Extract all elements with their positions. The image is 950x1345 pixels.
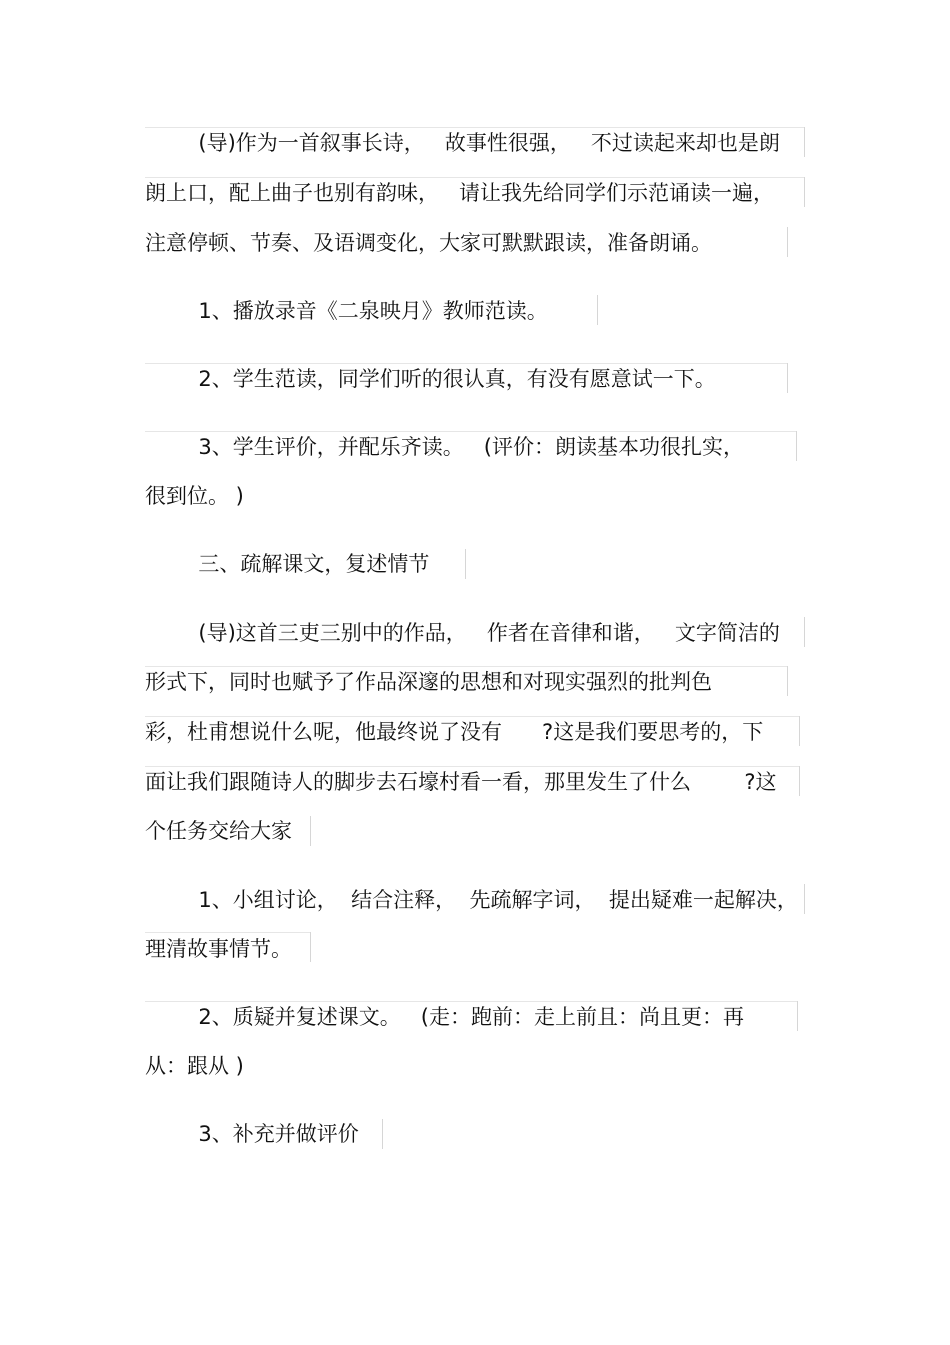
paragraph-line: 形式下，同时也赋予了作品深邃的思想和对现实强烈的批判色 — [145, 670, 712, 694]
line-rule — [804, 884, 805, 914]
paragraph-line: 朗上口，配上曲子也别有韵味， 请让我先给同学们示范诵读一遍， — [145, 181, 775, 205]
line-rule — [145, 932, 311, 933]
paragraph-line: 个任务交给大家 — [145, 819, 292, 843]
list-item-continuation: 理清故事情节。 — [145, 937, 292, 961]
list-item: 1、小组讨论， 结合注释， 先疏解字词， 提出疑难一起解决， — [145, 888, 798, 912]
list-item-continuation: 从：跟从 ) — [145, 1054, 244, 1078]
line-rule — [310, 816, 311, 846]
list-item: 3、学生评价，并配乐齐读。 (评价：朗读基本功很扎实， — [145, 435, 744, 459]
line-rule — [804, 177, 805, 207]
line-rule — [597, 295, 598, 325]
paragraph-line: 注意停顿、节奏、及语调变化，大家可默默跟读，准备朗诵。 — [145, 231, 712, 255]
line-rule — [787, 666, 788, 696]
line-rule — [796, 431, 797, 461]
line-rule — [804, 617, 805, 647]
paragraph-line: 彩，杜甫想说什么呢，他最终说了没有 ?这是我们要思考的，下 — [145, 720, 764, 744]
line-rule — [382, 1119, 383, 1149]
list-item: 1、播放录音《二泉映月》教师范读。 — [145, 299, 548, 323]
line-rule — [799, 766, 800, 796]
section-heading: 三、疏解课文，复述情节 — [145, 552, 430, 576]
list-item: 3、补充并做评价 — [145, 1122, 359, 1146]
paragraph-line: (导)作为一首叙事长诗， 故事性很强， 不过读起来却也是朗 — [145, 131, 780, 155]
line-rule — [799, 716, 800, 746]
line-rule — [465, 549, 466, 579]
line-rule — [787, 363, 788, 393]
line-rule — [310, 932, 311, 962]
line-rule — [797, 1001, 798, 1031]
list-item: 2、学生范读，同学们听的很认真，有没有愿意试一下。 — [145, 367, 716, 391]
paragraph-line: (导)这首三吏三别中的作品， 作者在音律和谐， 文字简洁的 — [145, 621, 780, 645]
line-rule — [804, 127, 805, 157]
list-item: 2、质疑并复述课文。 (走：跑前：走上前且：尚且更：再 — [145, 1005, 744, 1029]
list-item-continuation: 很到位。 ) — [145, 484, 244, 508]
line-rule — [787, 227, 788, 257]
paragraph-line: 面让我们跟随诗人的脚步去石壕村看一看，那里发生了什么 ?这 — [145, 770, 777, 794]
